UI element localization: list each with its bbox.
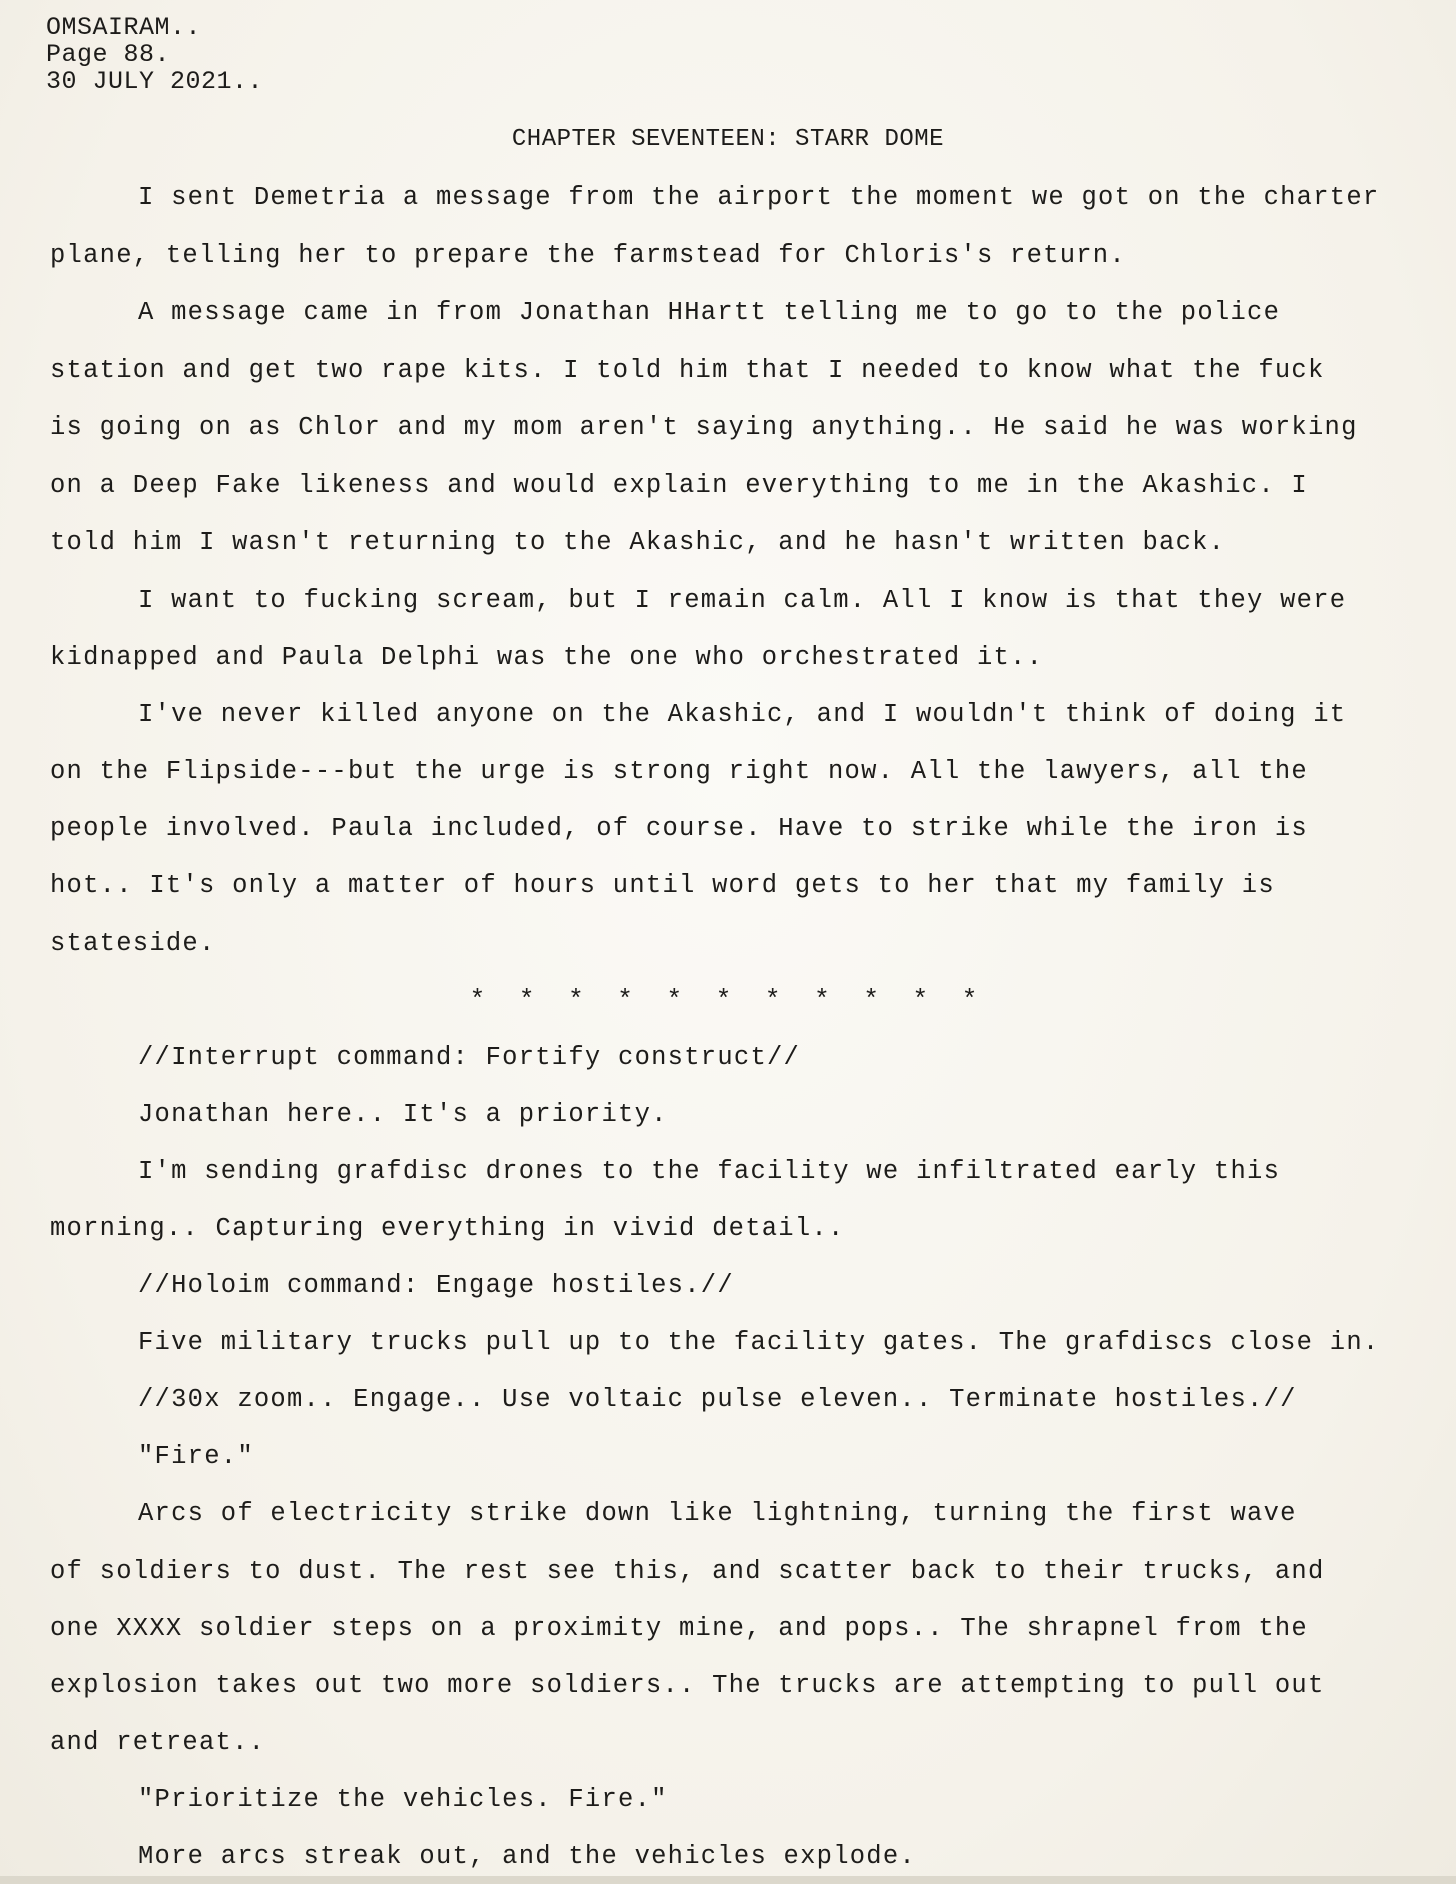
text-line: Five military trucks pull up to the facility gates. The grafdiscs close in. — [138, 1328, 1380, 1357]
chapter-title: CHAPTER SEVENTEEN: STARR DOME — [511, 126, 945, 153]
text-line: A message came in from Jonathan HHartt telling me to go to the police — [138, 298, 1281, 327]
text-line: on a Deep Fake likeness and would explain everything to me in the Akashic. I — [50, 471, 1308, 500]
text-line: I want to fucking scream, but I remain calm. All I know is that they were — [138, 586, 1347, 615]
text-line: plane, telling her to prepare the farmstead for Chloris's return. — [50, 241, 1126, 270]
header-page-number: Page 88. — [46, 40, 171, 69]
text-line: "Fire." — [138, 1442, 254, 1471]
text-line: hot.. It's only a matter of hours until word gets to her that my family is — [50, 871, 1275, 900]
text-line: station and get two rape kits. I told him that I needed to know what the fuck — [50, 356, 1325, 385]
text-line: people involved. Paula included, of course. Have to strike while the iron is — [50, 814, 1308, 843]
text-line: I've never killed anyone on the Akashic, and I wouldn't think of doing it — [138, 700, 1347, 729]
text-line: I'm sending grafdisc drones to the facility we infiltrated early this — [138, 1157, 1281, 1186]
text-line: kidnapped and Paula Delphi was the one who orchestrated it.. — [50, 643, 1044, 672]
text-line: I sent Demetria a message from the airport the moment we got on the charter — [138, 183, 1380, 212]
text-line: on the Flipside---but the urge is strong right now. All the lawyers, all the — [50, 757, 1308, 786]
text-line: More arcs streak out, and the vehicles explode. — [138, 1842, 916, 1871]
text-line: Arcs of electricity strike down like lightning, turning the first wave — [138, 1499, 1297, 1528]
header-date: 30 JULY 2021.. — [46, 67, 264, 96]
page-header — [46, 14, 263, 95]
text-line: //30x zoom.. Engage.. Use voltaic pulse eleven.. Terminate hostiles.// — [138, 1385, 1297, 1414]
text-line: one XXXX soldier steps on a proximity mine, and pops.. The shrapnel from the — [50, 1614, 1308, 1643]
text-line: is going on as Chlor and my mom aren't saying anything.. He said he was working — [50, 413, 1358, 442]
text-line: told him I wasn't returning to the Akashic, and he hasn't written back. — [50, 528, 1226, 557]
section-divider: * * * * * * * * * * * — [469, 985, 987, 1015]
text-line: //Holoim command: Engage hostiles.// — [138, 1271, 734, 1300]
text-line: "Prioritize the vehicles. Fire." — [138, 1785, 668, 1814]
text-line: //Interrupt command: Fortify construct// — [138, 1043, 801, 1072]
text-line: explosion takes out two more soldiers.. The trucks are attempting to pull out — [50, 1671, 1325, 1700]
text-line: and retreat.. — [50, 1728, 266, 1757]
text-line: morning.. Capturing everything in vivid detail.. — [50, 1214, 845, 1243]
page-bottom-edge — [0, 1876, 1456, 1884]
text-line: stateside. — [50, 929, 216, 958]
text-line: of soldiers to dust. The rest see this, and scatter back to their trucks, and — [50, 1557, 1325, 1586]
text-line: Jonathan here.. It's a priority. — [138, 1100, 668, 1129]
header-line-1: OMSAIRAM.. — [46, 13, 202, 42]
